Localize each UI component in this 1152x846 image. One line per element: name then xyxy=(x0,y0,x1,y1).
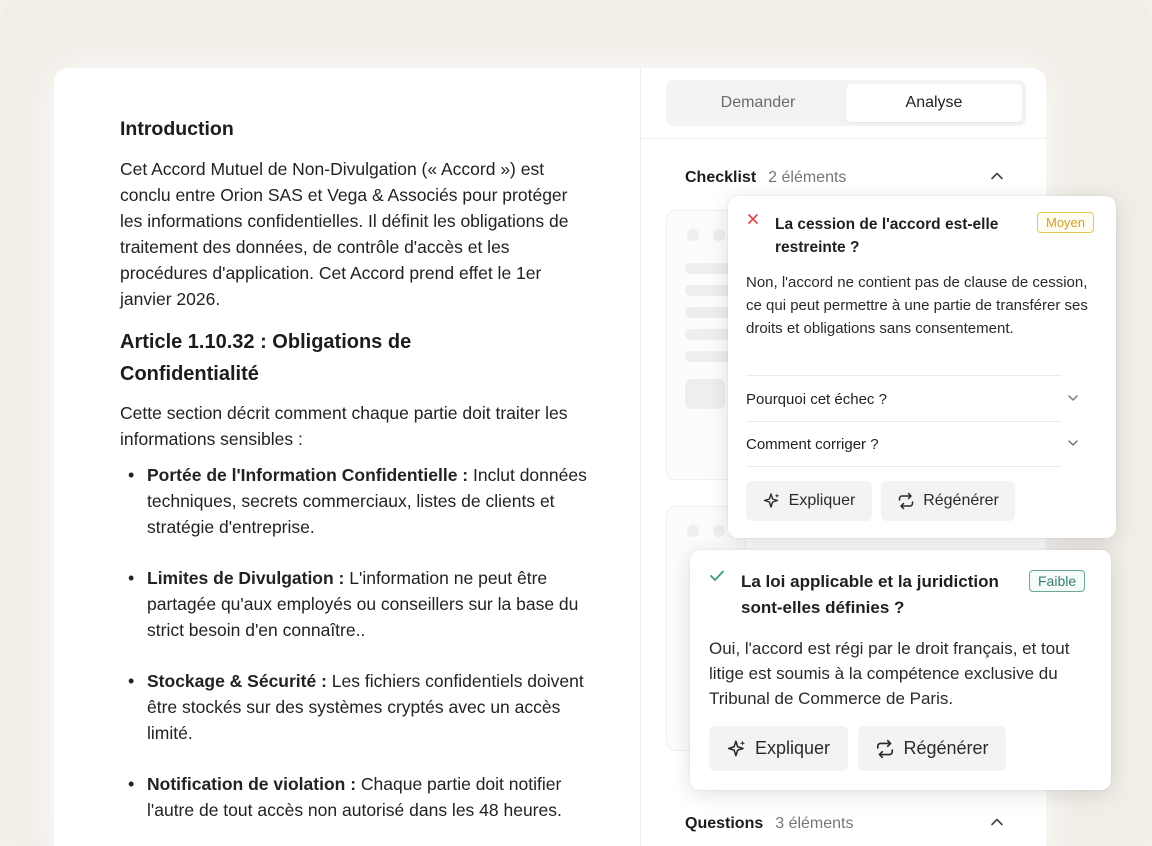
placeholder-bar xyxy=(685,379,725,409)
regenerate-button[interactable] xyxy=(858,726,1006,771)
card-question: La loi applicable et la juridiction sont-elles définies ? xyxy=(741,572,999,617)
bullet-text: Chaque partie doit notifier l'autre de tout accès non autorisé dans les 48 heures. xyxy=(147,774,562,820)
questions-header[interactable] xyxy=(685,814,1005,833)
card-question: La cession de l'accord est-elle restreinte ? xyxy=(775,216,999,256)
chevron-down-icon xyxy=(1066,391,1080,408)
bullet-text: Inclut données techniques, secrets commerciaux, listes de clients et stratégie d'entreprise. xyxy=(147,465,587,537)
checklist-count: 2 éléments xyxy=(768,168,847,186)
bullet-term: Limites de Divulgation : xyxy=(147,568,345,588)
sparkle-icon xyxy=(763,492,781,510)
list-item xyxy=(120,771,600,823)
article-intro: Cette section décrit comment chaque partie doit traiter les informations sensibles : xyxy=(120,403,568,449)
regenerate-label: Régénérer xyxy=(903,738,989,758)
chevron-down-icon xyxy=(1066,436,1080,453)
obligations-list xyxy=(120,462,640,823)
check-icon xyxy=(709,569,725,588)
intro-heading: Introduction xyxy=(120,118,234,140)
explain-button[interactable] xyxy=(746,481,872,521)
refresh-icon xyxy=(875,739,895,759)
tab-analyse[interactable]: Analyse xyxy=(846,84,1022,122)
placeholder-dot xyxy=(713,229,725,241)
placeholder-dot xyxy=(687,229,699,241)
list-item xyxy=(120,668,600,746)
divider xyxy=(746,466,1062,467)
checklist-header[interactable] xyxy=(685,168,1005,187)
list-item xyxy=(120,462,600,540)
accordion-why-fail[interactable] xyxy=(746,376,1062,422)
intro-text: Cet Accord Mutuel de Non-Divulgation (« Accord ») est conclu entre Orion SAS et Vega & Associés pour protéger les informations confidentielles. Il définit les obligations de traitement des données, de contrôle d'accès et les procédures d'application. Cet Accord prend effet le 1er janvier 2026. xyxy=(120,159,569,309)
tab-demander[interactable]: Demander xyxy=(720,94,796,111)
accordion-label: Pourquoi cet échec ? xyxy=(746,390,887,408)
panel-tabs xyxy=(666,80,1026,126)
bullet-term: Notification de violation : xyxy=(147,774,357,794)
checklist-card-juridiction xyxy=(690,550,1111,790)
document-pane xyxy=(54,68,640,846)
article-heading: Article 1.10.32 : Obligations de Confidentialité xyxy=(120,331,412,385)
refresh-icon xyxy=(897,492,915,510)
chevron-up-icon[interactable] xyxy=(989,168,1005,187)
placeholder-dot xyxy=(687,525,699,537)
explain-button[interactable] xyxy=(709,726,848,771)
checklist-card-cession xyxy=(728,196,1116,538)
card-answer: Oui, l'accord est régi par le droit français, et tout litige est soumis à la compétence exclusive du Tribunal de Commerce de Paris. xyxy=(709,639,1070,708)
placeholder-dot xyxy=(713,525,725,537)
list-item xyxy=(120,565,600,643)
explain-label: Expliquer xyxy=(788,492,856,509)
severity-badge: Faible xyxy=(1029,570,1085,592)
bullet-text: Les fichiers confidentiels doivent être stockés sur des systèmes cryptés avec un accès limité. xyxy=(147,671,584,743)
bullet-term: Portée de l'Information Confidentielle : xyxy=(147,465,469,485)
card-answer: Non, l'accord ne contient pas de clause de cession, ce qui peut permettre à une partie de transférer ses droits et obligations sans consentement. xyxy=(746,274,1088,337)
accordion-label: Comment corriger ? xyxy=(746,435,879,453)
questions-count: 3 éléments xyxy=(775,814,854,832)
checklist-title: Checklist xyxy=(685,168,757,186)
questions-title: Questions xyxy=(685,814,764,832)
bullet-text: L'information ne peut être partagée qu'aux employés ou conseillers sur la base du strict besoin d'en connaître.. xyxy=(147,568,579,640)
regenerate-label: Régénérer xyxy=(923,492,999,509)
explain-label: Expliquer xyxy=(754,738,831,758)
sparkle-icon xyxy=(727,739,747,759)
panel-divider xyxy=(641,138,1046,139)
close-icon xyxy=(746,212,760,231)
bullet-term: Stockage & Sécurité : xyxy=(147,671,327,691)
regenerate-button[interactable] xyxy=(881,481,1015,521)
severity-badge: Moyen xyxy=(1037,212,1094,233)
chevron-up-icon[interactable] xyxy=(989,814,1005,833)
accordion-how-fix[interactable] xyxy=(746,421,1062,467)
